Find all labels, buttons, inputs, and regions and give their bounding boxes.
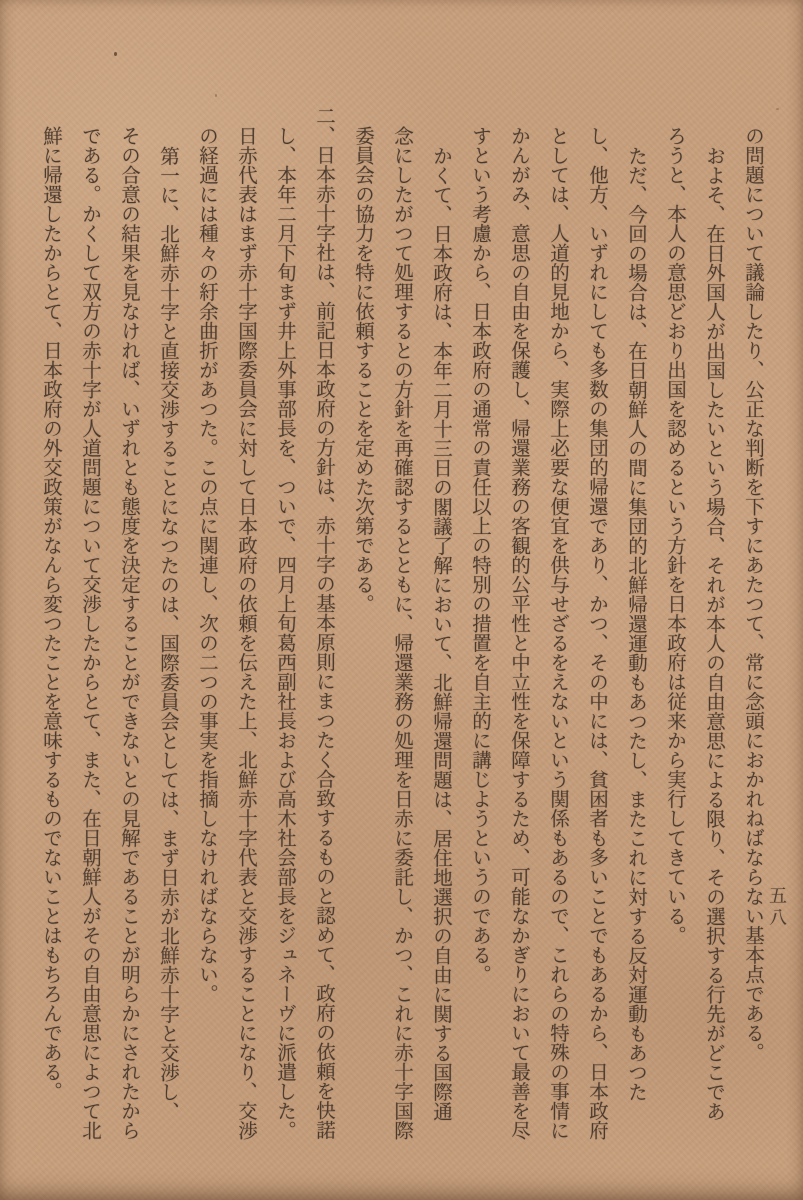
text-paragraph: およそ、在日外国人が出国したいという場合、それが本人の自由意思による限り、その選択する行先がどこであろうと、本人の意思どおり出国を認めるという方針を日本政府は従来から実行してきている。 (664, 126, 726, 1121)
page-number: 五八 (766, 886, 787, 930)
paper-speck (114, 52, 117, 56)
text-paragraph-continuation: の問題について議論したり、公正な判断を下すにあたつて、常に念頭におかれねばならない基本点である。 (742, 126, 765, 1062)
numbered-item-paragraph: 二、日本赤十字社は、前記日本政府の方針は、赤十字の基本原則にまつたく合致するものと認めて、政府の依頼を快諾し、本年二月下旬まず井上外事部長を、ついで、四月上旬葛西副社長および高木社会部長をジュネーヴに派遣した。日赤代表はまず赤十字国際委員会に対して日本政府の依頼を伝えた上、北鮮赤十字代表と交渉することになり、交渉の経過には種々の紆余曲折があつた。この点に関連し、次の二つの事実を指摘しなければならない。 (196, 106, 336, 1140)
paper-speck (215, 94, 217, 97)
text-paragraph: かくて、日本政府は、本年二月十三日の閣議了解において、北鮮帰還問題は、居住地選択の自由に関する国際通念にしたがつて処理するとの方針を再確認するとともに、帰還業務の処理を日赤に委託し、かつ、これに赤十字国際委員会の協力を特に依頼することを定めた次第である。 (352, 126, 453, 1140)
document-text-block (25, 106, 773, 1140)
text-paragraph: ただ、今回の場合は、在日朝鮮人の間に集団的北鮮帰還運動もあつたし、またこれに対する反対運動もあつたし、他方、いずれにしても多数の集団的帰還であり、かつ、その中には、貧困者も多いことでもあるから、日本政府としては、人道的見地から、実際上必要な便宜を供与せざるをえないという関係もあるので、これらの特殊の事情にかんがみ、意思の自由を保護し、帰還業務の客観的公平性と中立性を保障するため、可能なかぎりにおいて最善を尽すという考慮から、日本政府の通常の責任以上の特別の措置を自主的に講じようというのである。 (469, 126, 648, 1140)
text-paragraph: 第一に、北鮮赤十字と直接交渉することになつたのは、国際委員会としては、まず日赤が北鮮赤十字と交渉し、その合意の結果を見なければ、いずれとも態度を決定することができないとの見解であることが明らかにされたからである。かくして双方の赤十字が人道問題について交渉したからとて、また、在日朝鮮人がその自由意思によつて北鮮に帰還したからとて、日本政府の外交政策がなんら変つたことを意味するものでないことはもちろんである。 (40, 126, 180, 1140)
paper-speck (776, 108, 779, 110)
